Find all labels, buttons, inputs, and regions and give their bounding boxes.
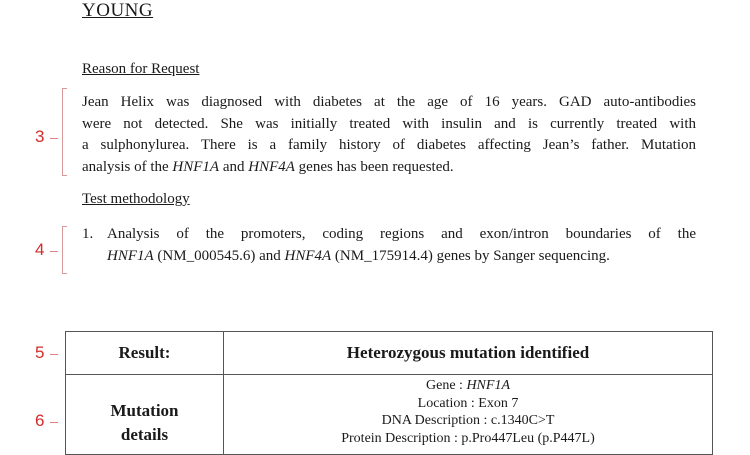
marker-tick: [50, 138, 58, 139]
text-run: (NM_000545.6) and: [153, 247, 285, 264]
methodology-line: [82, 246, 696, 268]
dna-line: DNA Description : c.1340C>T: [381, 413, 555, 428]
text-run: Gene :: [426, 378, 467, 393]
label-line: Mutation: [110, 401, 179, 420]
reason-line: [82, 157, 696, 179]
marker-tick: [50, 422, 58, 423]
gene-name: HNF4A: [284, 247, 332, 264]
methodology-list: [82, 224, 696, 267]
mutation-details-label: [66, 375, 224, 455]
result-value: Heterozygous mutation identified: [224, 332, 713, 375]
table-row: [66, 375, 713, 455]
protein-line: Protein Description : p.Pro447Leu (p.P447L): [341, 430, 595, 446]
result-table: [65, 331, 713, 455]
gene-line: [225, 377, 711, 395]
reason-line: Jean Helix was diagnosed with diabetes at the age of 16 years. GAD auto-antibodies: [82, 94, 696, 110]
gene-name: HNF1A: [172, 158, 220, 175]
annotation-bracket: [62, 88, 67, 176]
table-row: [66, 332, 713, 375]
document-heading: YOUNG: [82, 0, 154, 21]
text-run: analysis of the: [82, 158, 173, 175]
text-run: genes has been requested.: [294, 158, 454, 175]
text-run: and: [219, 158, 249, 175]
methodology-heading: Test methodology: [82, 191, 190, 207]
annotation-marker-4: 4: [35, 240, 45, 259]
reason-line: a sulphonylurea. There is a family history of diabetes affecting Jean’s father. Mutation: [82, 137, 696, 153]
annotation-marker-5: 5: [35, 343, 45, 362]
location-line: Location : Exon 7: [417, 395, 519, 411]
methodology-line: Analysis of the promoters, coding regions and exon/intron boundaries of the: [107, 226, 696, 242]
marker-tick: [50, 251, 58, 252]
label-line: details: [120, 425, 169, 444]
annotation-marker-6: 6: [35, 411, 45, 430]
methodology-item: [82, 224, 696, 246]
marker-tick: [50, 354, 58, 355]
reason-heading: Reason for Request: [82, 61, 200, 77]
list-number: 1.: [82, 226, 94, 242]
annotation-marker-3: 3: [35, 127, 45, 146]
result-label: Result:: [66, 332, 224, 375]
mutation-details-value: [224, 375, 713, 455]
text-run: (NM_175914.4) genes by Sanger sequencing.: [331, 247, 610, 264]
gene-name: HNF4A: [248, 158, 295, 175]
reason-line: were not detected. She was initially treated with insulin and is currently treated with: [82, 115, 696, 132]
gene-name: HNF1A: [466, 378, 510, 393]
annotation-bracket: [62, 226, 67, 274]
gene-name: HNF1A: [107, 247, 154, 264]
reason-paragraph: [82, 92, 696, 178]
